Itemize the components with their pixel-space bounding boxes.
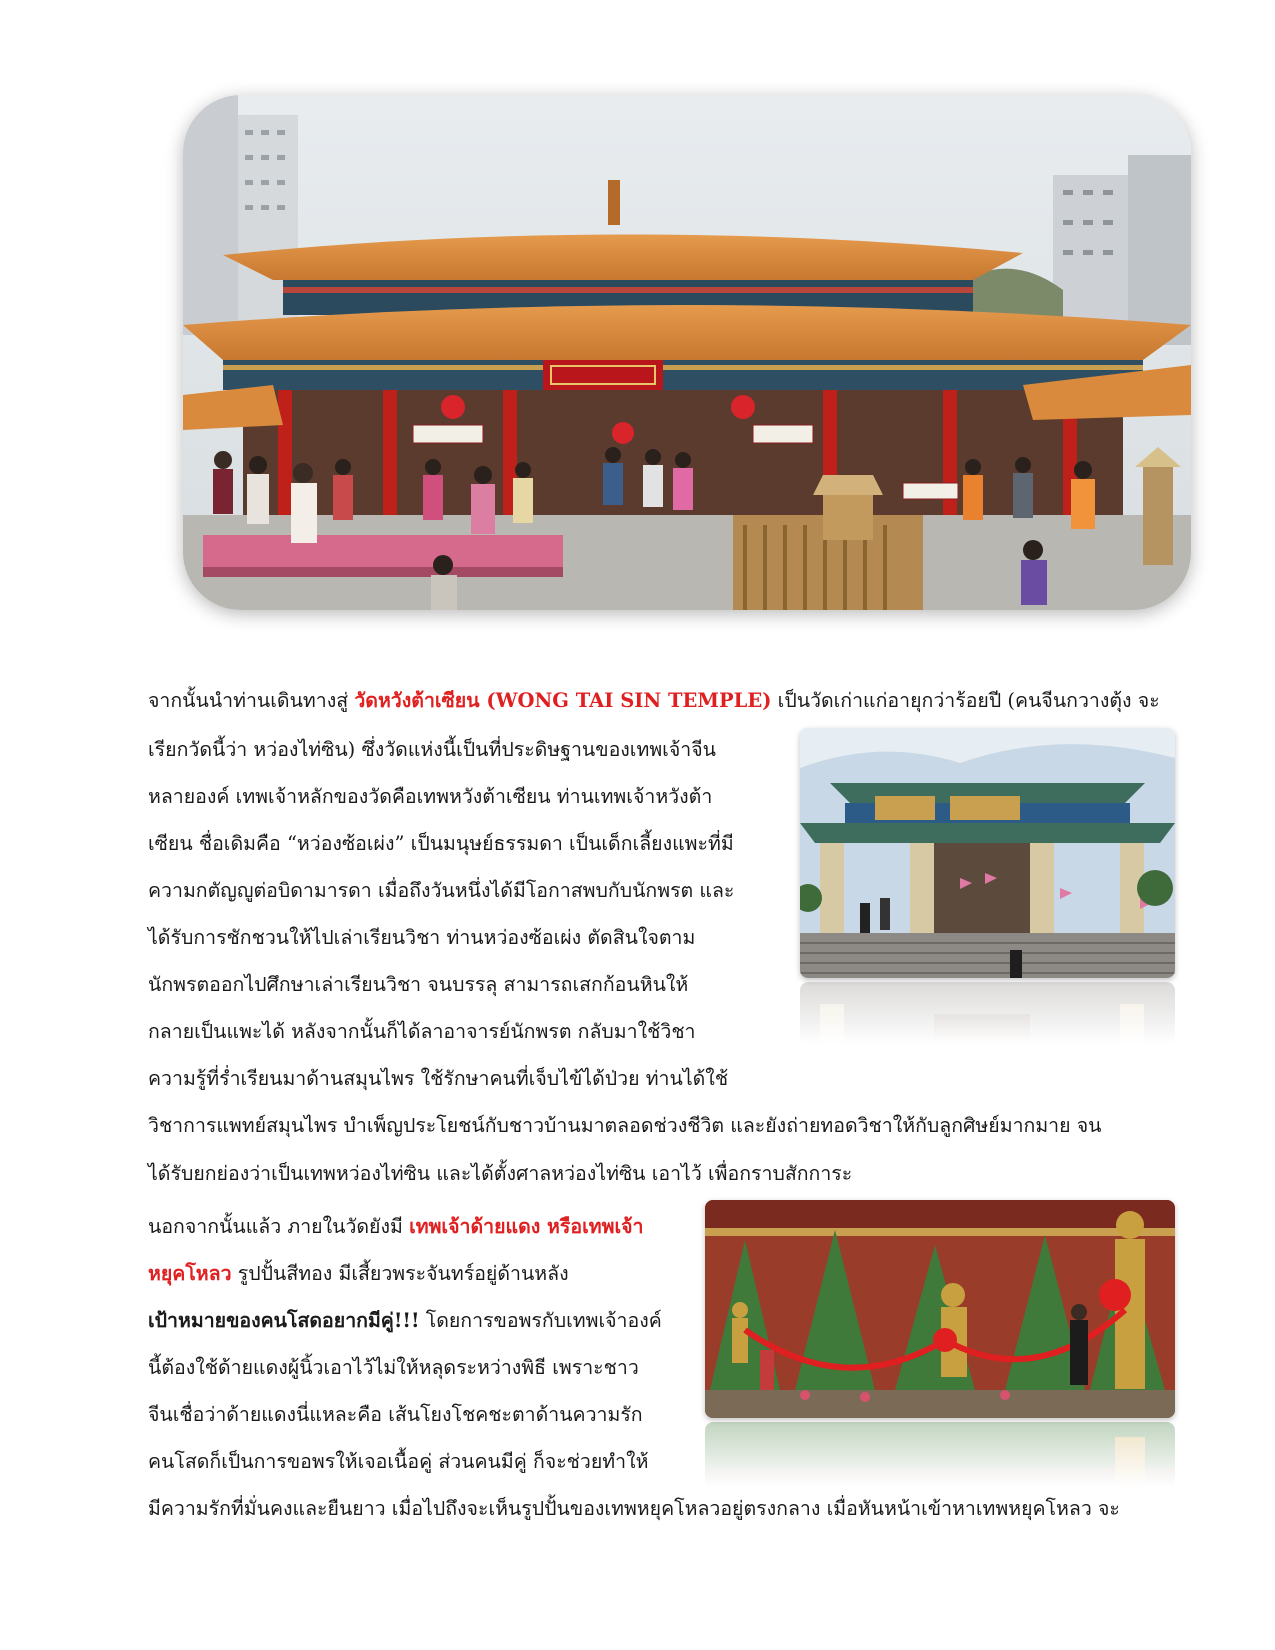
paragraph2-line4: นี้ต้องใช้ด้ายแดงผู้นิ้วเอาไว้ไม่ให้หลุดระหว่างพิธี เพราะชาว [148, 1356, 639, 1379]
temple-name-highlight: วัดหวังต้าเซียน (WONG TAI SIN TEMPLE) [354, 689, 772, 712]
paragraph2-line2 [148, 1262, 569, 1286]
paragraph1-line2: เรียกวัดนี้ว่า หว่องไท่ซิน) ซึ่งวัดแห่งนี้เป็นที่ประดิษฐานของเทพเจ้าจีน [148, 738, 716, 761]
paragraph1-line4: เซียน ชื่อเดิมคือ “หว่องซ้อเผ่ง” เป็นมนุษย์ธรรมดา เป็นเด็กเลี้ยงแพะที่มี [148, 832, 734, 855]
temple-gate-photo [800, 728, 1175, 978]
paragraph1-line10: วิชาการแพทย์สมุนไพร บำเพ็ญประโยชน์กับชาวบ้านมาตลอดช่วงชีวิต และยังถ่ายทอดวิชาให้กับลูกศิษย์มากมาย จน [148, 1114, 1102, 1137]
paragraph1-line7: นักพรตออกไปศึกษาเล่าเรียนวิชา จนบรรลุ สามารถเสกก้อนหินให้ [148, 973, 689, 996]
red-thread-god-highlight: เทพเจ้าด้ายแดง หรือเทพเจ้า [409, 1215, 644, 1238]
p2-l3-post: โดยการขอพรกับเทพเจ้าองค์ [419, 1309, 662, 1332]
paragraph1-line9: ความรู้ที่ร่ำเรียนมาด้านสมุนไพร ใช้รักษาคนที่เจ็บไข้ได้ป่วย ท่านได้ใช้ [148, 1067, 729, 1090]
paragraph2-line6: คนโสดก็เป็นการขอพรให้เจอเนื้อคู่ ส่วนคนมีคู่ ก็จะช่วยทำให้ [148, 1450, 649, 1473]
paragraph2-line3 [148, 1309, 662, 1333]
p2-l1-pre: นอกจากนั้นแล้ว ภายในวัดยังมี [148, 1215, 410, 1238]
yuet-lo-statue-reflection [705, 1422, 1175, 1487]
p1-l1-post: เป็นวัดเก่าแก่อายุกว่าร้อยปี (คนจีนกวางตุ้ง จะ [771, 689, 1160, 712]
singles-goal-bold: เป้าหมายของคนโสดอยากมีคู่!!! [148, 1309, 420, 1332]
paragraph1-line3: หลายองค์ เทพเจ้าหลักของวัดคือเทพหวังต้าเซียน ท่านเทพเจ้าหวังต้า [148, 785, 713, 808]
temple-gate-reflection [800, 982, 1175, 1044]
paragraph1-line6: ได้รับการชักชวนให้ไปเล่าเรียนวิชา ท่านหว่องซ้อเผ่ง ตัดสินใจตาม [148, 926, 696, 949]
yuet-lo-highlight: หยุคโหลว [148, 1262, 232, 1285]
paragraph2-line7: มีความรักที่มั่นคงและยืนยาว เมื่อไปถึงจะเห็นรูปปั้นของเทพหยุคโหลวอยู่ตรงกลาง เมื่อหันหน้าเข้าหาเทพหยุคโหลว จะ [148, 1497, 1120, 1520]
p1-l1-pre: จากนั้นนำท่านเดินทางสู่ [148, 689, 355, 712]
yuet-lo-statue-photo [705, 1200, 1175, 1418]
paragraph1-line1 [148, 689, 1160, 713]
paragraph1-line11: ได้รับยกย่องว่าเป็นเทพหว่องไท่ซิน และได้ตั้งศาลหว่องไท่ซิน เอาไว้ เพื่อกราบสักการะ [148, 1162, 853, 1185]
paragraph1-line8: กลายเป็นแพะได้ หลังจากนั้นก็ได้ลาอาจารย์นักพรต กลับมาใช้วิชา [148, 1020, 696, 1043]
p2-l2-post: รูปปั้นสีทอง มีเสี้ยวพระจันทร์อยู่ด้านหลัง [231, 1262, 569, 1285]
paragraph1-line5: ความกตัญญูต่อบิดามารดา เมื่อถึงวันหนึ่งได้มีโอกาสพบกับนักพรต และ [148, 879, 735, 902]
temple-hero-photo [183, 95, 1191, 610]
paragraph2-line5: จีนเชื่อว่าด้ายแดงนี่แหละคือ เส้นโยงโชคชะตาด้านความรัก [148, 1403, 643, 1426]
paragraph2-line1 [148, 1215, 644, 1239]
